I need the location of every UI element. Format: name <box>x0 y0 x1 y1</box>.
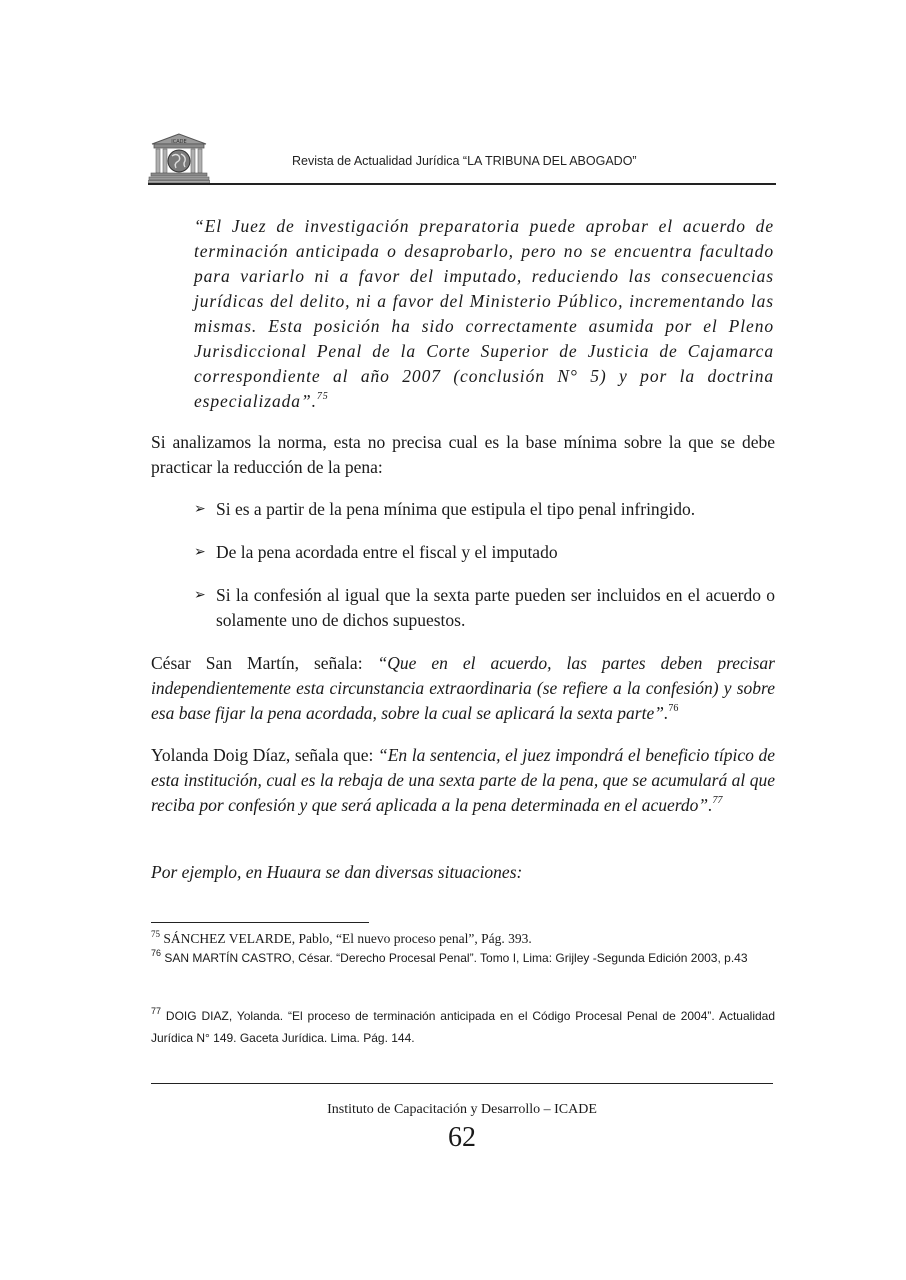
arrow-bullet-icon: ➢ <box>194 502 206 517</box>
arrow-bullet-icon: ➢ <box>194 588 206 603</box>
paragraph-lead: Yolanda Doig Díaz, señala que: <box>151 745 378 765</box>
journal-title: Revista de Actualidad Jurídica “LA TRIBUNA DEL ABOGADO” <box>292 154 637 168</box>
header-divider <box>148 183 776 185</box>
footnote-76 <box>151 947 775 969</box>
footnote-ref-76[interactable]: 76 <box>668 703 679 715</box>
logo-text: ICADE <box>171 139 187 145</box>
list-item-text: De la pena acordada entre el fiscal y el imputado <box>216 542 558 562</box>
footnote-text: DOIG DIAZ, Yolanda. “El proceso de terminación anticipada en el Código Procesal Penal de 2004”. Actualidad Jurídica N° 149. Gaceta Jurídica. Lima. Pág. 144. <box>151 1009 776 1045</box>
paragraph-huaura: Por ejemplo, en Huaura se dan diversas situaciones: <box>151 862 523 882</box>
arrow-bullet-icon: ➢ <box>194 545 206 560</box>
paragraph-san-martin <box>151 651 775 726</box>
footer-divider <box>151 1083 773 1084</box>
paragraph-norma: Si analizamos la norma, esta no precisa cual es la base mínima sobre la que se debe practicar la reducción de la pena: <box>151 432 775 477</box>
paragraph-quote: “En la sentencia, el juez impondrá el beneficio típico de esta institución, cual es la rebaja de una sexta parte de la pena, que se acumulará al que reciba por confesión y que será aplicada a la pena determinada en el acuerdo”. <box>151 745 776 815</box>
footnote-number: 75 <box>151 928 160 939</box>
list-item-text: Si la confesión al igual que la sexta parte pueden ser incluidos en el acuerdo o solamente uno de dichos supuestos. <box>216 585 775 630</box>
footnote-77 <box>151 1005 775 1049</box>
bullet-list <box>194 497 775 651</box>
footnote-text: SAN MARTÍN CASTRO, César. “Derecho Procesal Penal”. Tomo I, Lima: Grijley -Segunda Edición 2003, p.43 <box>164 951 748 965</box>
footnote-ref-75[interactable]: 75 <box>316 391 329 403</box>
footnote-divider <box>151 922 369 923</box>
paragraph-quote: “Que en el acuerdo, las partes deben precisar independientemente esta circunstancia extraordinaria (se refiere a la confesión) y sobre esa base fijar la pena acordada, sobre la cual se aplicará la sexta parte”. <box>151 653 775 723</box>
page-header <box>148 128 776 184</box>
footnote-number: 76 <box>151 948 162 958</box>
list-item <box>194 540 775 565</box>
icade-logo <box>148 132 210 184</box>
paragraph-lead: César San Martín, señala: <box>151 653 378 673</box>
page-number: 62 <box>448 1122 476 1153</box>
block-quote-text: “El Juez de investigación preparatoria puede aprobar el acuerdo de terminación anticipada o desaprobarlo, pero no se encuentra facultado para variarlo ni a favor del imputado, reduciendo las consecuencias jurídicas del delito, ni a favor del Ministerio Público, incrementando las mismas. Esta posición ha sido correctamente asumida por el Pleno Jurisdiccional Penal de la Corte Superior de Justicia de Cajamarca correspondiente al año 2007 (conclusión N° 5) y por la doctrina especializada”. <box>194 216 774 411</box>
block-quote <box>194 214 774 414</box>
footer-institution: Instituto de Capacitación y Desarrollo – ICADE <box>327 1102 597 1117</box>
footnote-number: 77 <box>151 1006 162 1016</box>
paragraph-doig <box>151 743 775 818</box>
footnote-text: SÁNCHEZ VELARDE, Pablo, “El nuevo proceso penal”, Pág. 393. <box>163 931 532 946</box>
footnote-ref-77[interactable]: 77 <box>712 795 723 807</box>
list-item <box>194 497 775 522</box>
list-item-text: Si es a partir de la pena mínima que estipula el tipo penal infringido. <box>216 499 696 519</box>
list-item <box>194 583 775 633</box>
